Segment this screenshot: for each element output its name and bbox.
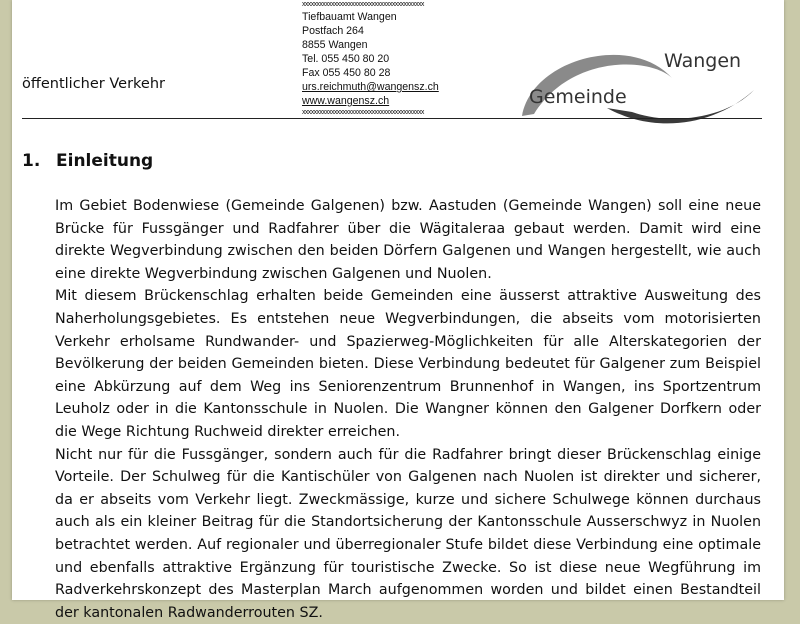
phone: Tel. 055 450 80 20	[302, 53, 390, 65]
department-label: öffentlicher Verkehr	[22, 76, 165, 92]
postbox: Postfach 264	[302, 25, 364, 37]
separator-stars-top: xxxxxxxxxxxxxxxxxxxxxxxxxxxxxxxxxxxxxxxxxx	[302, 1, 424, 8]
email-link[interactable]: urs.reichmuth@wangensz.ch	[302, 81, 439, 93]
paragraph: Nicht nur für die Fussgänger, sondern auch für die Radfahrer bringt dieser Brückenschlag einige Vorteile. Der Schulweg für die Kantischüler von Galgenen nach Nuolen ist direkter und sicherer, da er abseits vom Verkehr liegt. Zweckmässige, kurze und sichere Schulwege können durchaus auch als ein kleiner Beitrag für die Standortsicherung der Kantonsschule Ausserschwyz in Nuolen betrachtet werden. Auf regionaler und überregionaler Stufe bildet diese Verbindung eine optimale und ebenfalls attraktive Ergänzung für touristische Zwecke. So ist diese neue Wegführung im Radverkehrskonzept des Masterplan March aufgenommen worden und bildet einen Bestandteil der kantonalen Radwanderrouten SZ.	[55, 446, 761, 621]
body-text	[55, 195, 761, 624]
section-title: Einleitung	[56, 151, 154, 171]
logo-word-wangen: Wangen	[664, 50, 742, 72]
paragraph: Im Gebiet Bodenwiese (Gemeinde Galgenen) bzw. Aastuden (Gemeinde Wangen) soll eine neue Brücke für Fussgänger und Radfahrer über die Wägitaleraa gebaut werden. Damit wird eine direkte Wegverbindung zwischen den beiden Dörfern Galgenen und Wangen hergestellt, wie auch eine direkte Wegverbindung zwischen Galgenen und Nuolen.	[55, 198, 761, 282]
section-heading	[22, 151, 153, 171]
paragraph: Mit diesem Brückenschlag erhalten beide Gemeinden eine äusserst attraktive Ausweitung des Naherholungsgebietes. Es entstehen neue Wegverbindungen, die abseits vom motorisierten Verkehr erholsame Rundwander- und Spazierweg-Möglichkeiten für alle Alterskategorien der Bevölkerung der beiden Gemeinden bieten. Diese Verbindung bedeutet für Galgener zum Beispiel eine Abkürzung auf dem Weg ins Seniorenzentrum Brunnenhof in Wangen, ins Sportzentrum Leuholz oder in die Kantonsschule in Nuolen. Die Wangner können den Galgener Dorfkern oder die Wege Richtung Ruchweid direkter erreichen.	[55, 288, 761, 440]
fax: Fax 055 450 80 28	[302, 67, 391, 79]
address-block	[302, 0, 502, 118]
logo-word-gemeinde: Gemeinde	[529, 86, 627, 108]
city: 8855 Wangen	[302, 39, 368, 51]
section-number: 1.	[22, 151, 41, 171]
website-link[interactable]: www.wangensz.ch	[302, 95, 390, 107]
office-name: Tiefbauamt Wangen	[302, 11, 397, 23]
header-rule	[22, 118, 762, 119]
separator-stars-bottom: xxxxxxxxxxxxxxxxxxxxxxxxxxxxxxxxxxxxxxxxxx	[302, 109, 424, 116]
